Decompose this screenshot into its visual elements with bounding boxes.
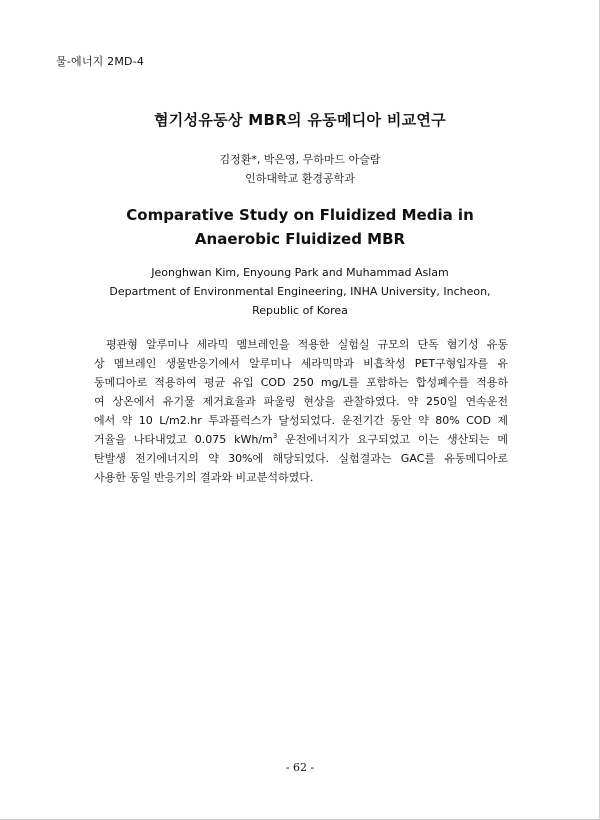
english-author-block <box>0 263 600 320</box>
abstract <box>94 335 508 487</box>
abstract-line: 에서 약 10 L/m2.hr 투과플럭스가 달성되었다. 운전기간 동안 약 80% COD 제 <box>94 414 508 427</box>
korean-author-names: 김정환*, 박은영, 무하마드 아슬람 <box>219 153 381 166</box>
korean-title: 혐기성유동상 MBR의 유동메디아 비교연구 <box>153 111 447 129</box>
abstract-line: 상 멤브레인 생물반응기에서 알루미나 세라믹막과 비흡착성 PET구형입자를 유 <box>94 357 508 370</box>
english-department: Department of Environmental Engineering, INHA University, Incheon, <box>109 285 491 298</box>
abstract-line: 여 상온에서 유기물 제거효율과 파울링 현상을 관찰하였다. 약 250일 연속운전 <box>94 395 508 408</box>
english-country: Republic of Korea <box>252 304 348 317</box>
abstract-line: 평관형 알루미나 세라믹 멤브레인을 적용한 실험실 규모의 단독 혐기성 유동 <box>106 338 508 351</box>
english-title-line-1: Comparative Study on Fluidized Media in <box>126 206 474 224</box>
korean-affiliation: 인하대학교 환경공학과 <box>245 172 355 185</box>
english-title <box>0 203 600 251</box>
abstract-line: 동메디아로 적용하여 평균 유입 COD 250 mg/L를 포함하는 합성폐수를 적용하 <box>94 376 508 389</box>
english-title-line-2: Anaerobic Fluidized MBR <box>194 230 406 248</box>
korean-author-block <box>0 150 600 188</box>
abstract-line <box>94 430 508 449</box>
abstract-line-text: 거율을 나타내었고 0.075 kWh/m <box>94 433 273 446</box>
abstract-line: 탄발생 전기에너지의 약 30%에 해당되었다. 실험결과는 GAC를 유동메디아로 <box>94 452 508 465</box>
page-number: - 62 - <box>285 761 315 774</box>
superscript-three: 3 <box>272 432 278 440</box>
english-author-names: Jeonghwan Kim, Enyoung Park and Muhammad Aslam <box>151 266 449 279</box>
abstract-line-text: 운전에너지가 요구되었고 이는 생산되는 메 <box>277 433 508 446</box>
session-code: 물-에너지 2MD-4 <box>56 55 145 68</box>
abstract-line: 사용한 동일 반응기의 결과와 비교분석하였다. <box>94 471 314 484</box>
